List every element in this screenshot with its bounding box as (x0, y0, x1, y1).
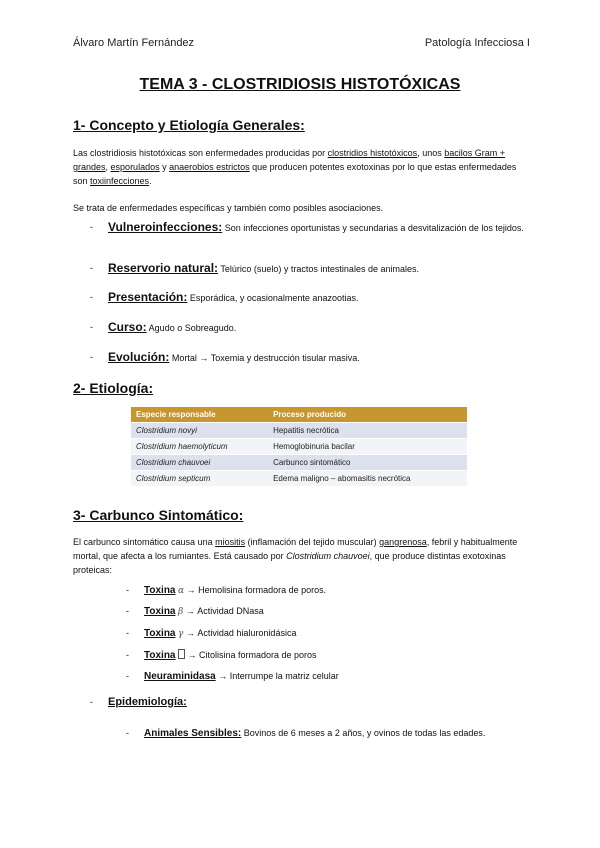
list-item: - Vulneroinfecciones: Son infecciones oportunistas y secundarias a desvitalización de los tejidos. (90, 220, 524, 234)
table-cell: Clostridium novyi (131, 423, 268, 439)
table-header-cell: Proceso producido (268, 407, 467, 423)
table-cell: Hepatitis necrótica (268, 423, 467, 439)
table-cell: Hemoglobinuria bacilar (268, 439, 467, 455)
table-row (131, 423, 467, 439)
table-cell: Clostridium septicum (131, 471, 268, 487)
missing-glyph-icon (178, 649, 185, 659)
list-item: - Reservorio natural: Telúrico (suelo) y tractos intestinales de animales. (90, 261, 419, 275)
table-row (131, 439, 467, 455)
header-author: Álvaro Martín Fernández (73, 37, 195, 49)
list-item: - Toxina → Citolisina formadora de poros (126, 650, 317, 661)
list-item: - Toxina β → Actividad DNasa (126, 606, 264, 617)
table-header-cell: Especie responsable (131, 407, 268, 423)
section3-paragraph: El carbunco sintomático causa una miositis (inflamación del tejido muscular) gangrenosa, febril y habitualmente mortal, que afecta a los rumiantes. Está causado por Clostridium chauvoei, que produce distintas exotoxinas proteicas: (73, 537, 518, 575)
table-row (131, 455, 467, 471)
table-row (131, 471, 467, 487)
list-item: - Toxina γ → Actividad hialuronidásica (126, 628, 297, 639)
table-cell: Carbunco sintomático (268, 455, 467, 471)
table-cell: Clostridium haemolyticum (131, 439, 268, 455)
section1-paragraph: Las clostridiosis histotóxicas son enfermedades producidas por clostridios histotóxicos, unos bacilos Gram + grandes, esporulados y anaerobios estrictos que producen potentes exotoxinas por lo que estas enfermedades son toxiinfecciones. (73, 148, 517, 186)
table-cell: Edema maligno – abomasitis necrótica (268, 471, 467, 487)
list-item: - Presentación: Esporádica, y ocasionalmente anazootias. (90, 290, 359, 304)
section3-heading: 3- Carbunco Sintomático: (73, 507, 244, 523)
etiology-table (131, 407, 467, 486)
list-item: - Epidemiología: (90, 696, 187, 708)
header-course: Patología Infecciosa I (424, 37, 530, 49)
page-title: TEMA 3 - CLOSTRIDIOSIS HISTOTÓXICAS (139, 76, 461, 93)
list-item: - Evolución: Mortal → Toxemia y destrucción tisular masiva. (90, 350, 360, 364)
table-header-row (131, 407, 467, 423)
section2-heading: 2- Etiología: (73, 380, 154, 396)
table-cell: Clostridium chauvoei (131, 455, 268, 471)
list-item: - Curso: Agudo o Sobreagudo. (90, 320, 237, 334)
section1-heading: 1- Concepto y Etiología Generales: (73, 117, 305, 133)
list-item: - Toxina α → Hemolisina formadora de poros. (126, 585, 327, 596)
list-item: - Animales Sensibles: Bovinos de 6 meses a 2 años, y ovinos de todas las edades. (126, 728, 486, 739)
list-item: - Neuraminidasa → Interrumpe la matriz celular (126, 671, 339, 682)
section1-paragraph-2: Se trata de enfermedades específicas y también como posibles asociaciones. (73, 203, 384, 213)
